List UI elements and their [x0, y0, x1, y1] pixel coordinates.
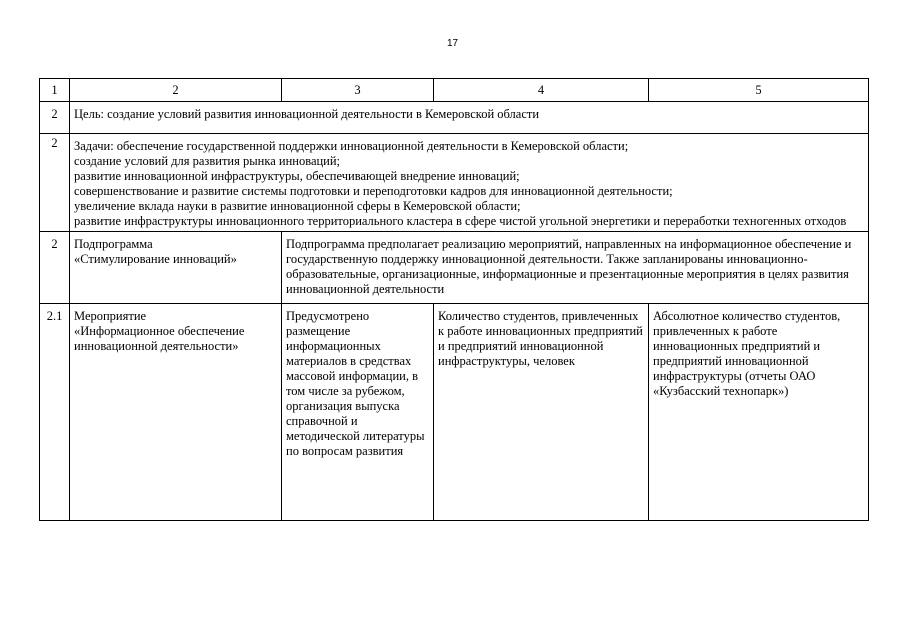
- tasks-number: 2: [40, 134, 70, 232]
- subprogram-description: Подпрограмма предполагает реализацию мероприятий, направленных на информационное обеспечение и государственную поддержку инновационной деятельности. Также запланированы инновационно-образовательные, организационные, информационные и презентационные мероприятия в целях развития инновационной деятельности: [282, 232, 869, 304]
- task-line: создание условий для развития рынка инноваций;: [74, 154, 341, 168]
- table-header-row: [40, 79, 869, 102]
- activity-indicator-source: Абсолютное количество студентов, привлеченных к работе инновационных предприятий и предприятий инновационной инфраструктуры (отчеты ОАО «Кузбасский технопарк»): [649, 304, 869, 521]
- goal-number: 2: [40, 102, 70, 134]
- activity-name-line: инновационной деятельности»: [74, 339, 239, 353]
- activity-number: 2.1: [40, 304, 70, 521]
- subprogram-name-line: Подпрограмма: [74, 237, 153, 251]
- activity-row: [40, 304, 869, 521]
- subprogram-number: 2: [40, 232, 70, 304]
- activity-name-line: «Информационное обеспечение: [74, 324, 245, 338]
- subprogram-name-line: «Стимулирование инноваций»: [74, 252, 237, 266]
- tasks-row: [40, 134, 869, 232]
- header-cell-4: 4: [434, 79, 649, 102]
- activity-description: Предусмотрено размещение информационных материалов в средствах массовой информации, в том числе за рубежом, организация выпуска справочной и методической литературы по вопросам развития: [282, 304, 434, 521]
- header-cell-2: 2: [70, 79, 282, 102]
- goal-text: Цель: создание условий развития инновационной деятельности в Кемеровской области: [70, 102, 869, 134]
- task-line: развитие инновационной инфраструктуры, обеспечивающей внедрение инноваций;: [74, 169, 520, 183]
- task-line: развитие инфраструктуры инновационного территориального кластера в сфере чистой угольной энергетики и переработки техногенных отходов: [74, 214, 847, 228]
- page-number: 17: [446, 38, 459, 49]
- goal-row: [40, 102, 869, 134]
- header-cell-3: 3: [282, 79, 434, 102]
- task-line: увеличение вклада науки в развитие инновационной сферы в Кемеровской области;: [74, 199, 521, 213]
- activity-name-line: Мероприятие: [74, 309, 147, 323]
- program-table: [39, 78, 869, 521]
- subprogram-row: [40, 232, 869, 304]
- activity-indicator: Количество студентов, привлеченных к работе инновационных предприятий и предприятий инновационной инфраструктуры, человек: [434, 304, 649, 521]
- task-line: Задачи: обеспечение государственной поддержки инновационной деятельности в Кемеровской области;: [74, 139, 629, 153]
- activity-name: [70, 304, 282, 521]
- task-line: совершенствование и развитие системы подготовки и переподготовки кадров для инновационной деятельности;: [74, 184, 673, 198]
- header-cell-1: 1: [40, 79, 70, 102]
- header-cell-5: 5: [649, 79, 869, 102]
- tasks-text: [70, 134, 869, 232]
- subprogram-name: [70, 232, 282, 304]
